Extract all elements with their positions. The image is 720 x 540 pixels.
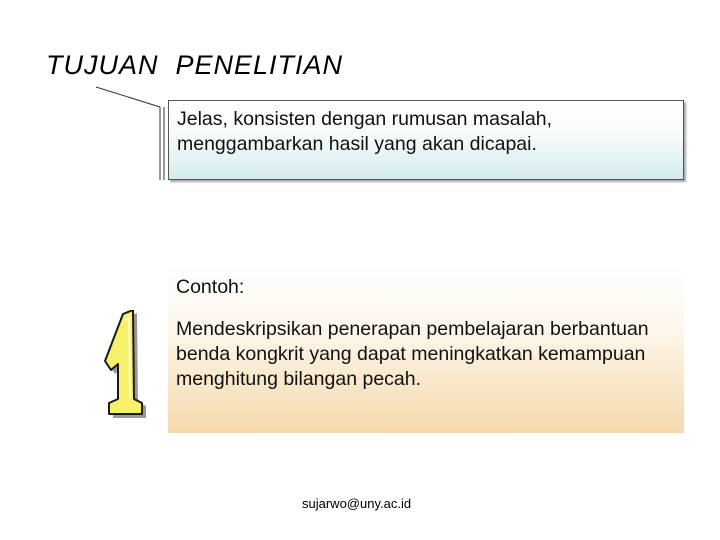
example-box <box>168 265 684 433</box>
definition-text: Jelas, konsisten dengan rumusan masalah, menggambarkan hasil yang akan dicapai. <box>177 108 553 155</box>
slide-title: TUJUAN PENELITIAN <box>46 50 344 80</box>
number-one-clipart-icon <box>100 310 150 420</box>
example-heading: Contoh: <box>176 276 245 298</box>
definition-box <box>168 100 684 180</box>
connector-diagonal-line <box>96 87 160 107</box>
example-text: Mendeskripsikan penerapan pembelajaran berbantuan benda kongkrit yang dapat meningkatkan kemampuan menghitung bilangan pecah. <box>176 318 649 390</box>
footer-email: sujarwo@uny.ac.id <box>302 496 412 511</box>
